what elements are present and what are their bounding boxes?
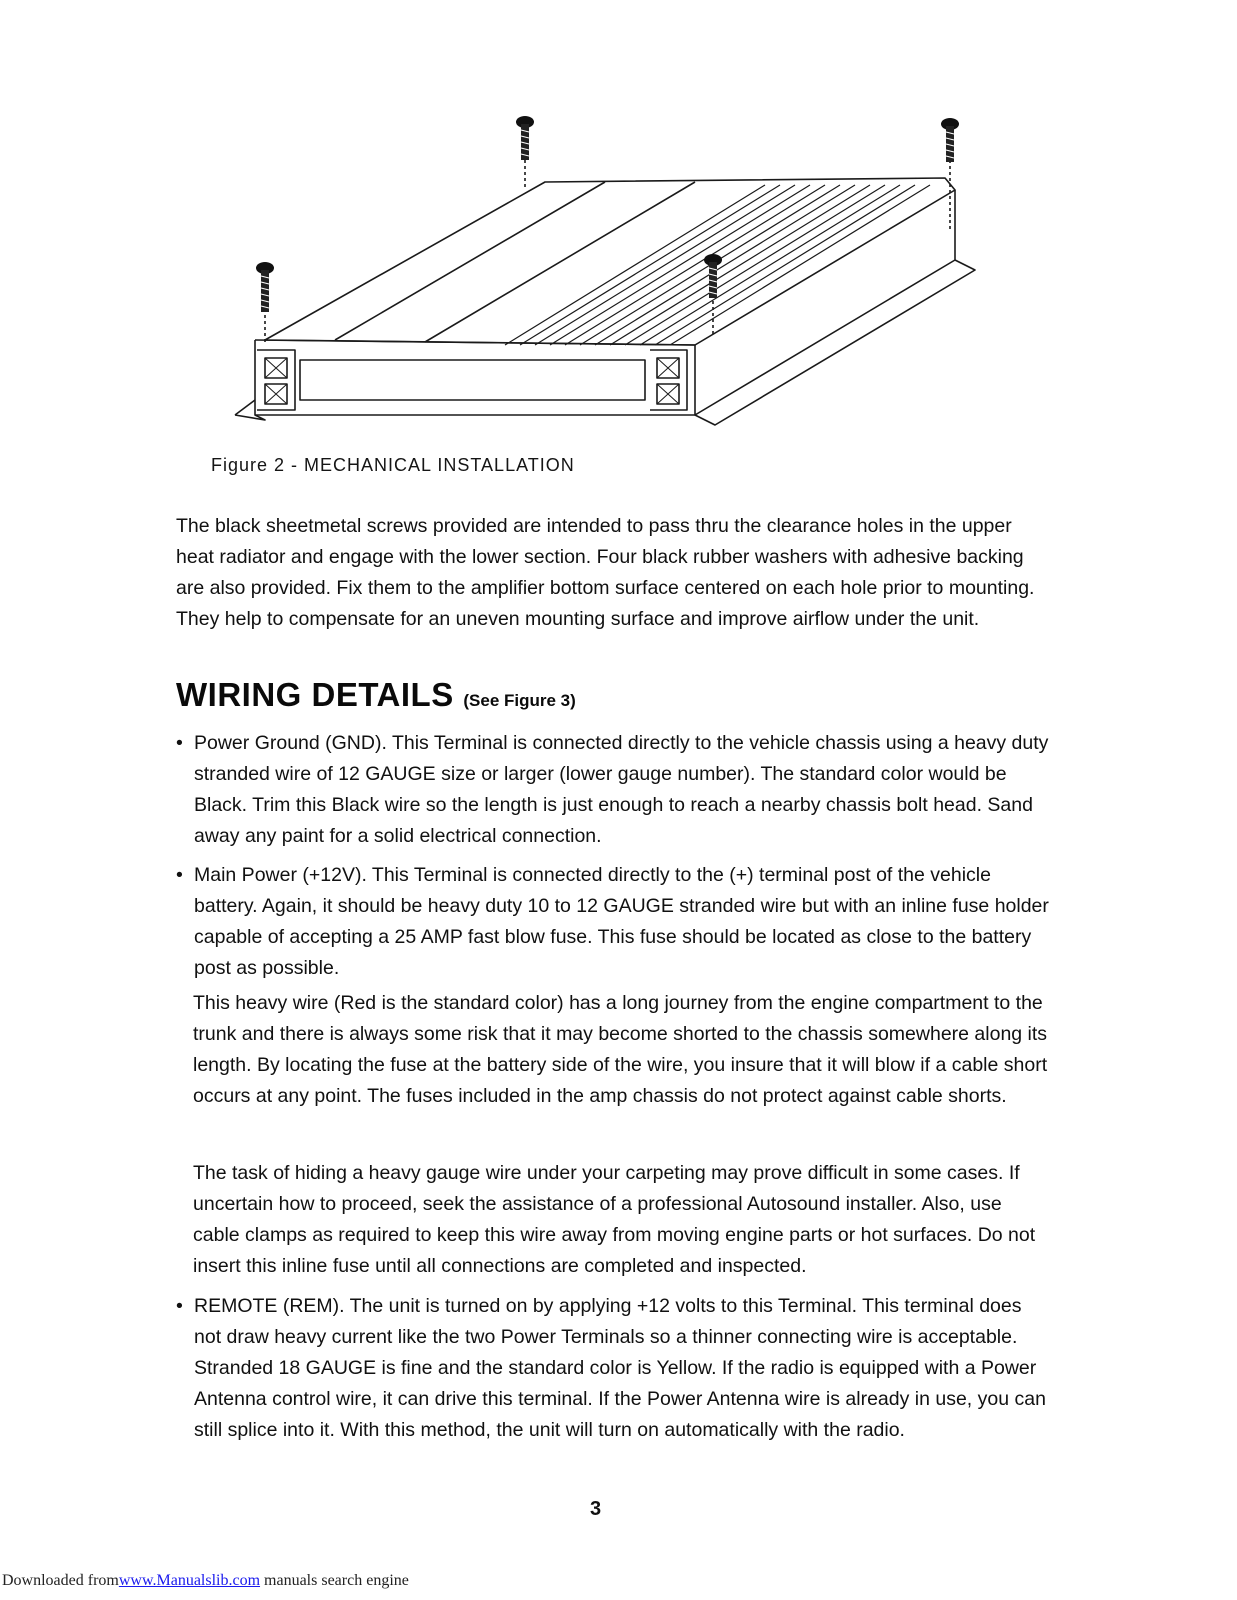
screw-icon — [256, 262, 274, 312]
footer-prefix: Downloaded from — [2, 1572, 119, 1589]
bullet-marker: • — [176, 1295, 183, 1317]
paragraph-wire-routing: The task of hiding a heavy gauge wire under your carpeting may prove difficult in some cases. If uncertain how to proceed, seek the assistance of a professional Autosound installer. Also, use cable clamps as required to keep this wire away from moving engine parts or hot surfaces. Do not insert this inline fuse until all connections are completed and inspected. — [193, 1162, 1036, 1277]
section-title: WIRING DETAILS — [176, 676, 454, 713]
bullet-text: Power Ground (GND). This Terminal is connected directly to the vehicle chassis using a heavy duty stranded wire of 12 GAUGE size or larger (lower gauge number). The standard color would be Black. Trim this Black wire so the length is just enough to reach a nearby chassis bolt head. Sand away any paint for a solid electrical connection. — [194, 732, 1049, 847]
bullet-item-ground — [176, 728, 1051, 852]
bullet-text: REMOTE (REM). The unit is turned on by applying +12 volts to this Terminal. This terminal does not draw heavy current like the two Power Terminals so a thinner connecting wire is acceptable. Stranded 18 GAUGE is fine and the standard color is Yellow. If the radio is equipped with a Power Antenna control wire, it can drive this terminal. If the Power Antenna wire is already in use, you can still splice into it. With this method, the unit will turn on automatically with the radio. — [194, 1295, 1046, 1441]
section-subtitle: (See Figure 3) — [463, 691, 576, 710]
amplifier-illustration — [225, 110, 995, 440]
screw-icon — [941, 118, 959, 162]
bullet-marker: • — [176, 864, 183, 886]
intro-paragraph: The black sheetmetal screws provided are intended to pass thru the clearance holes in the upper heat radiator and engage with the lower section. Four black rubber washers with adhesive backing are also provided. Fix them to the amplifier bottom surface centered on each hole prior to mounting. They help to compensate for an uneven mounting surface and improve airflow under the unit. — [176, 515, 1035, 630]
bullet-text: Main Power (+12V). This Terminal is connected directly to the (+) terminal post of the vehicle battery. Again, it should be heavy duty 10 to 12 GAUGE stranded wire but with an inline fuse holder capable of accepting a 25 AMP fast blow fuse. This fuse should be located as close to the battery post as possible. — [194, 864, 1049, 979]
bullet-marker: • — [176, 732, 183, 754]
figure-mechanical-installation — [225, 110, 995, 440]
screw-icon — [516, 116, 534, 160]
bullet-item-main-power — [176, 860, 1051, 984]
page-number: 3 — [590, 1498, 602, 1520]
footer-suffix: manuals search engine — [264, 1572, 409, 1589]
bullet-item-remote — [176, 1291, 1051, 1446]
paragraph-fuse-location: This heavy wire (Red is the standard color) has a long journey from the engine compartment to the trunk and there is always some risk that it may become shorted to the chassis somewhere along its length. By locating the fuse at the battery side of the wire, you insure that it will blow if a cable short occurs at any point. The fuses included in the amp chassis do not protect against cable shorts. — [193, 992, 1048, 1107]
download-footer — [2, 1572, 409, 1590]
figure-caption: Figure 2 - MECHANICAL INSTALLATION — [211, 455, 575, 475]
section-heading — [176, 676, 576, 714]
manualslib-link[interactable]: www.Manualslib.com — [118, 1572, 261, 1589]
